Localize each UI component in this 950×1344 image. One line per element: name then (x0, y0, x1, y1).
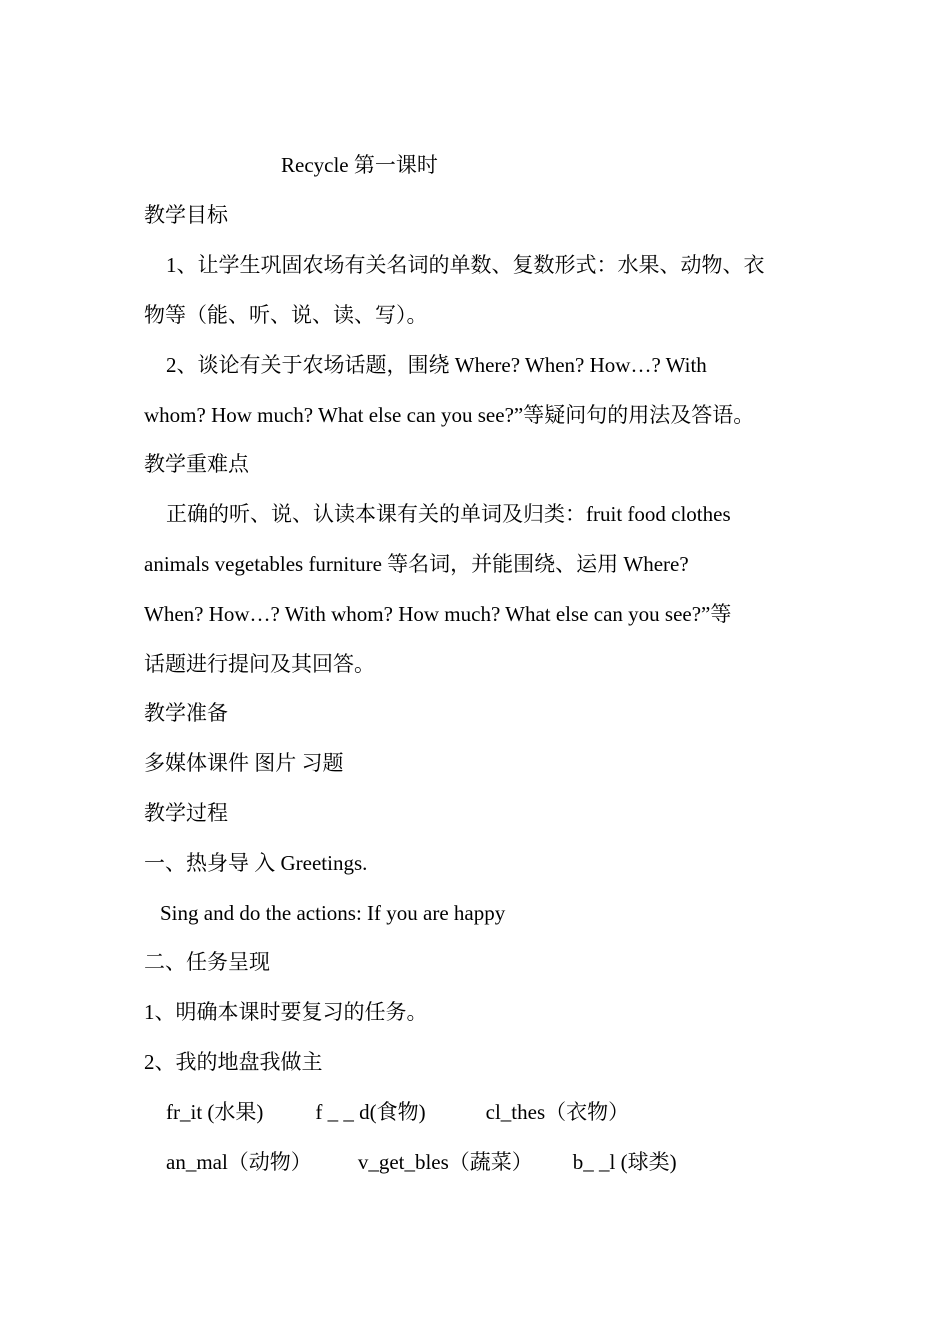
word-blank-animal: an_mal（动物） (166, 1150, 312, 1174)
keypoints-heading: 教学重难点 (144, 452, 249, 476)
preparation-heading: 教学准备 (144, 701, 228, 725)
objective-1-line-2: 物等（能、听、说、读、写）。 (144, 303, 428, 327)
task-heading: 二、任务呈现 (144, 950, 270, 974)
keypoints-line-4: 话题进行提问及其回答。 (144, 652, 375, 676)
word-blanks-row-1 (166, 1097, 629, 1127)
process-heading: 教学过程 (144, 801, 228, 825)
task-1: 1、明确本课时要复习的任务。 (144, 1000, 428, 1024)
word-blank-ball: b_ _l (球类) (572, 1150, 677, 1174)
word-blanks-row-2 (166, 1147, 677, 1177)
word-blank-clothes: cl_thes（衣物） (485, 1100, 630, 1124)
preparation-items: 多媒体课件 图片 习题 (144, 751, 344, 775)
objective-2-line-2: whom? How much? What else can you see?”等疑问句的用法及答语。 (144, 403, 755, 427)
objective-2-line-1: 2、谈论有关于农场话题，围绕 Where? When? How…? With (166, 353, 707, 377)
word-blank-vegetables: v_get_bles（蔬菜） (357, 1150, 533, 1174)
keypoints-line-3: When? How…? With whom? How much? What else can you see?”等 (144, 602, 732, 626)
task-2: 2、我的地盘我做主 (144, 1050, 323, 1074)
keypoints-line-1: 正确的听、说、认读本课有关的单词及归类：fruit food clothes (166, 502, 731, 526)
objectives-heading: 教学目标 (144, 203, 228, 227)
warmup-heading: 一、热身导 入 Greetings. (144, 851, 368, 875)
word-blank-food: f _ _ d(食物) (315, 1100, 426, 1124)
objective-1-line-1: 1、让学生巩固农场有关名词的单数、复数形式：水果、动物、衣 (166, 253, 765, 277)
page-title: Recycle 第一课时 (281, 153, 438, 177)
warmup-activity: Sing and do the actions: If you are happy (160, 901, 506, 925)
keypoints-line-2: animals vegetables furniture 等名词，并能围绕、运用 Where? (144, 552, 689, 576)
word-blank-fruit: fr_it (水果) (166, 1100, 264, 1124)
